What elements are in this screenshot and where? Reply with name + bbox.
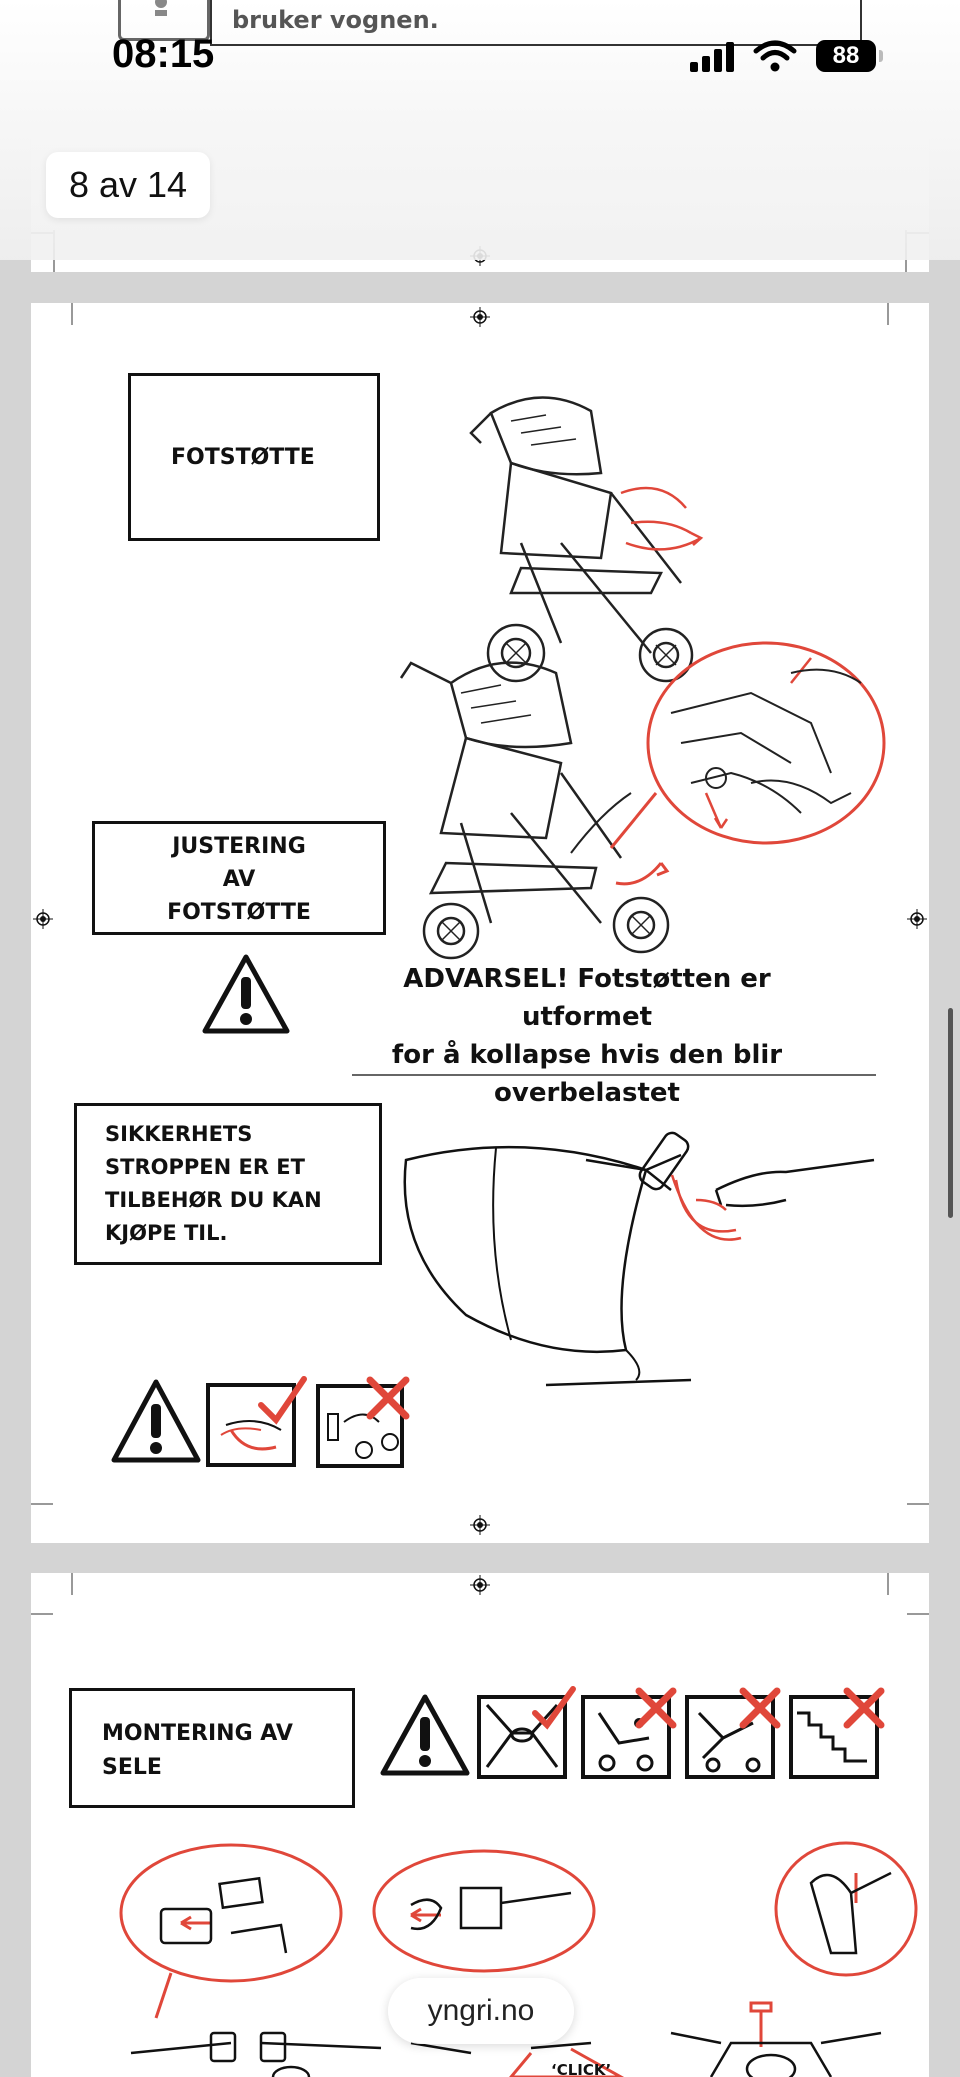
registration-mark-icon [907, 909, 927, 929]
site-address-text: yngri.no [427, 1994, 535, 2027]
crop-mark [907, 1503, 929, 1505]
label-safety-strap [74, 1103, 382, 1265]
label-adjust-footrest [92, 821, 386, 935]
warning-line3: overbelastet [494, 1078, 680, 1108]
harness-correct-pictogram-icon [477, 1683, 577, 1779]
wifi-icon [754, 40, 796, 72]
no-stairs-pictogram-icon [787, 1683, 887, 1779]
crop-mark [71, 1573, 73, 1595]
label-footrest-text: FOTSTØTTE [171, 444, 315, 470]
page-counter: 8 av 14 [46, 152, 210, 218]
crop-mark [887, 1573, 889, 1595]
label-footrest [128, 373, 380, 541]
warning-triangle-icon [110, 1378, 202, 1464]
label-adjust-line2: AV [222, 867, 256, 892]
label-harness-line2: SELE [102, 1755, 162, 1780]
status-bar-area [0, 0, 960, 260]
site-address-pill[interactable] [388, 1978, 574, 2044]
registration-mark-icon [470, 1515, 490, 1535]
warning-line1: ADVARSEL! Fotstøtten er utformet [403, 964, 771, 1032]
registration-mark-icon [33, 909, 53, 929]
label-strap-line1: SIKKERHETS [105, 1122, 253, 1146]
warning-triangle-icon [201, 953, 291, 1035]
crop-mark [887, 303, 889, 325]
warning-triangle-icon [379, 1693, 471, 1777]
top-banner-text: bruker vognen. [232, 6, 439, 34]
no-climbing-pictogram-icon [579, 1683, 679, 1779]
battery-level: 88 [832, 42, 860, 69]
strap-correct-pictogram-icon [206, 1375, 306, 1467]
registration-mark-icon [470, 1575, 490, 1595]
label-adjust-line1: JUSTERING [172, 834, 306, 859]
safety-strap-illustration [396, 1130, 876, 1400]
click-label: ‘CLICK’ [551, 2061, 612, 2077]
registration-mark-icon [470, 307, 490, 327]
label-harness-mounting [69, 1688, 355, 1808]
crop-mark [907, 1613, 929, 1615]
crop-mark [71, 303, 73, 325]
crop-mark [31, 1613, 53, 1615]
label-harness-line1: MONTERING AV [102, 1721, 293, 1746]
stroller-footrest-illustration [451, 383, 771, 683]
status-time: 08:15 [112, 32, 215, 76]
label-strap-line4: KJØPE TIL. [105, 1221, 228, 1245]
strap-incorrect-pictogram-icon [314, 1372, 414, 1468]
crop-mark [31, 1503, 53, 1505]
no-standing-pictogram-icon [683, 1683, 783, 1779]
cellular-signal-icon [690, 42, 742, 72]
battery-indicator [816, 40, 876, 72]
label-strap-line2: STROPPEN ER ET [105, 1155, 305, 1179]
battery-tip [879, 50, 883, 62]
label-adjust-line3: FOTSTØTTE [167, 900, 311, 925]
warning-underline [352, 1074, 876, 1076]
scrollbar-thumb[interactable] [948, 1008, 953, 1218]
stroller-footrest-adjustment-illustration [371, 643, 891, 963]
label-strap-line3: TILBEHØR DU KAN [105, 1188, 322, 1212]
warning-line2: for å kollapse hvis den blir [391, 1040, 783, 1070]
warning-text [352, 960, 822, 1112]
